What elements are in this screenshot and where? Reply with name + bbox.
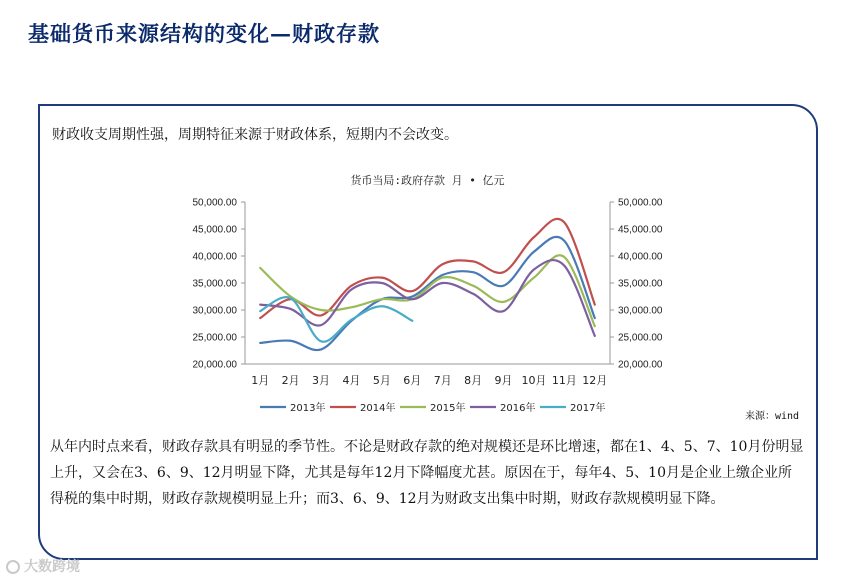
x-tick-label: 5月 [372, 374, 391, 387]
x-tick-label: 7月 [433, 374, 452, 387]
legend-label: 2015年 [430, 403, 466, 414]
series-line-2016年 [260, 260, 595, 336]
y-tick-label-left: 20,000.00 [192, 359, 237, 371]
x-tick-label: 8月 [464, 374, 483, 387]
y-tick-label-right: 45,000.00 [618, 224, 663, 236]
y-tick-label-left: 50,000.00 [192, 197, 237, 209]
body-paragraph: 从年内时点来看，财政存款具有明显的季节性。不论是财政存款的绝对规模还是环比增速，都在1、4、5、7、10月份明显上升，又会在3、6、9、12月明显下降，尤其是每年12月下降幅度尤甚。原因在于，每年4、5、10月是企业上缴企业所得税的集中时期，财政存款规模明显上升；而3、6、9、12月为财政支出集中时期，财政存款规模明显下降。 [50, 439, 804, 507]
series-line-2017年 [260, 297, 412, 342]
legend-label: 2017年 [570, 403, 606, 414]
chart-title: 货币当局:政府存款 月 • 亿元 [350, 174, 505, 187]
series-line-2013年 [260, 237, 595, 350]
series-line-2014年 [260, 219, 595, 318]
y-tick-label-right: 40,000.00 [618, 251, 663, 263]
x-tick-label: 2月 [281, 374, 300, 387]
x-tick-label: 11月 [551, 374, 577, 387]
y-tick-label-right: 35,000.00 [618, 278, 663, 290]
intro-text: 财政收支周期性强，周期特征来源于财政体系，短期内不会改变。 [52, 127, 458, 143]
x-tick-label: 3月 [312, 374, 331, 387]
x-tick-label: 4月 [342, 374, 361, 387]
source-note: 来源：wind [745, 411, 800, 422]
x-tick-label: 1月 [251, 374, 270, 387]
legend-label: 2016年 [500, 403, 536, 414]
page-title: 基础货币来源结构的变化—财政存款 [28, 21, 380, 46]
y-tick-label-right: 30,000.00 [618, 305, 663, 317]
legend-label: 2013年 [290, 403, 326, 414]
y-tick-label-right: 50,000.00 [618, 197, 663, 209]
y-tick-label-left: 25,000.00 [192, 332, 237, 344]
y-tick-label-right: 20,000.00 [618, 359, 663, 371]
x-tick-label: 10月 [521, 374, 547, 387]
y-tick-label-left: 40,000.00 [192, 251, 237, 263]
y-tick-label-left: 35,000.00 [192, 278, 237, 290]
x-tick-label: 6月 [403, 374, 422, 387]
watermark-text: 大数跨境 [24, 559, 80, 575]
x-tick-label: 9月 [494, 374, 513, 387]
government-deposits-chart [170, 168, 690, 420]
x-tick-label: 12月 [582, 374, 608, 387]
chart-container [170, 168, 690, 420]
legend-label: 2014年 [360, 403, 396, 414]
y-tick-label-left: 45,000.00 [192, 224, 237, 236]
y-tick-label-left: 30,000.00 [192, 305, 237, 317]
y-tick-label-right: 25,000.00 [618, 332, 663, 344]
watermark [6, 556, 80, 576]
watermark-logo-icon [6, 560, 20, 574]
